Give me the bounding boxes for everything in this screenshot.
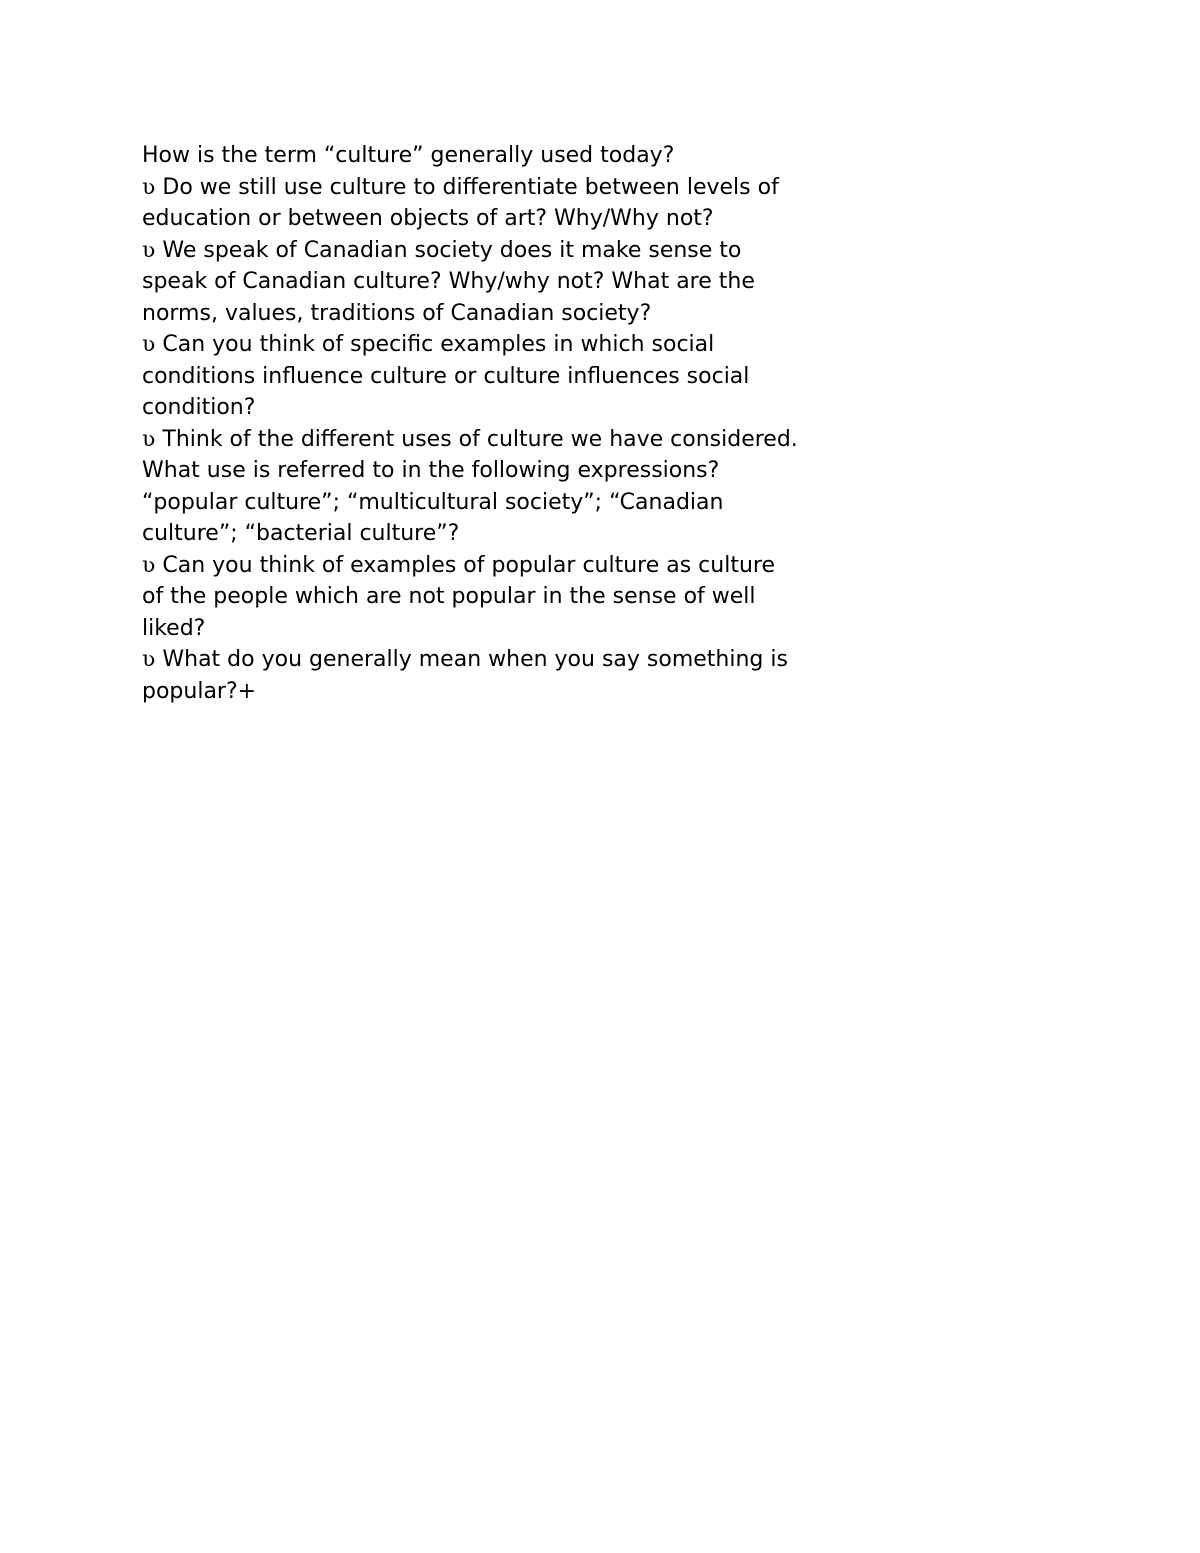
- question-line: What use is referred to in the following expressions?: [142, 458, 720, 483]
- bullet-icon: ʋ: [142, 174, 156, 200]
- bullet-icon: ʋ: [142, 332, 156, 357]
- question-line: liked?: [142, 615, 206, 641]
- question-list: [142, 140, 902, 707]
- question-line: condition?: [142, 395, 256, 420]
- question-line: ʋ Think of the different uses of culture we have considered.: [142, 426, 798, 452]
- question-line: culture”; “bacterial culture”?: [142, 521, 460, 546]
- question-line: norms, values, traditions of Canadian society?: [142, 300, 652, 326]
- question-line: “popular culture”; “multicultural society”; “Canadian: [142, 489, 724, 515]
- bullet-icon: ʋ: [142, 552, 156, 578]
- bullet-icon: ʋ: [142, 426, 156, 452]
- bullet-icon: ʋ: [142, 237, 156, 263]
- question-line: speak of Canadian culture? Why/why not? What are the: [142, 269, 755, 294]
- question-line: of the people which are not popular in the sense of well: [142, 584, 756, 609]
- question-line: ʋ What do you generally mean when you say something is: [142, 647, 788, 672]
- question-line: ʋ Can you think of specific examples in which social: [142, 332, 715, 357]
- question-line: ʋ Can you think of examples of popular culture as culture: [142, 552, 776, 578]
- intro-line: How is the term “culture” generally used today?: [142, 143, 675, 168]
- bullet-icon: ʋ: [142, 647, 156, 672]
- question-line: ʋ We speak of Canadian society does it make sense to: [142, 237, 742, 263]
- question-line: education or between objects of art? Why/Why not?: [142, 206, 714, 231]
- question-line: ʋ Do we still use culture to differentiate between levels of: [142, 174, 779, 200]
- question-line: popular?+: [142, 678, 257, 704]
- question-line: conditions influence culture or culture influences social: [142, 363, 750, 389]
